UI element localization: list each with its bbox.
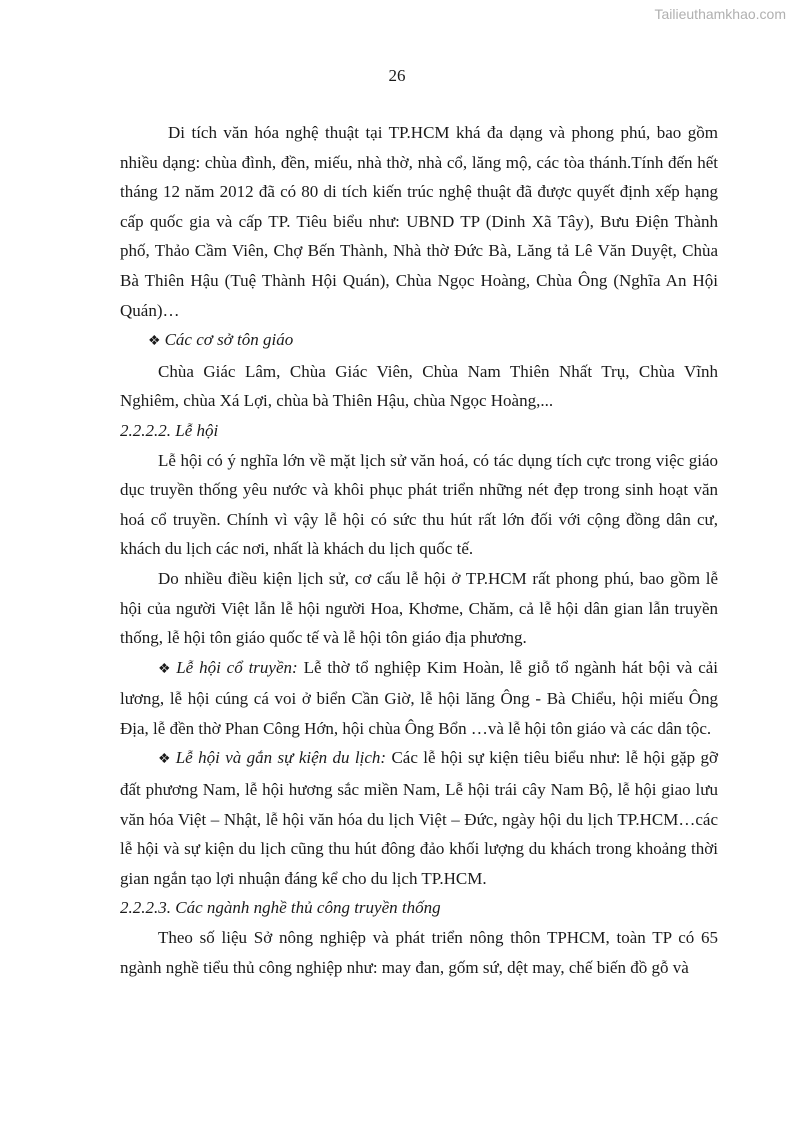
paragraph-festival-structure: Do nhiều điều kiện lịch sử, cơ cấu lễ hội ở TP.HCM rất phong phú, bao gồm lễ hội của người Việt lẫn lễ hội người Hoa, Khơme, Chăm, cả lễ hội dân gian lẫn truyền thống, lễ hội tôn giáo quốc tế và lễ hội tôn giáo địa phương.: [120, 568, 718, 648]
heading-crafts: 2.2.2.3. Các ngành nghề thủ công truyền thống: [120, 898, 441, 918]
paragraph-pagodas: Chùa Giác Lâm, Chùa Giác Viên, Chùa Nam Thiên Nhất Trụ, Chùa Vĩnh Nghiêm, chùa Xá Lợi, chùa bà Thiên Hậu, chùa Ngọc Hoàng,...: [120, 361, 718, 411]
diamond-bullet-icon: ❖: [148, 334, 161, 350]
bullet-traditional-title: Lễ hội cổ truyền:: [176, 657, 298, 677]
watermark: Tailieuthamkhao.com: [654, 6, 786, 22]
document-body: [120, 118, 718, 982]
diamond-bullet-icon: ❖: [158, 661, 173, 677]
paragraph-festival-meaning: Lễ hội có ý nghĩa lớn về mặt lịch sử văn hoá, có tác dụng tích cực trong việc giáo dục truyền thống yêu nước và khôi phục phát triển những nét đẹp trong sinh hoạt văn hoá cổ truyền. Chính vì vậy lễ hội có sức thu hút rất lớn đối với cộng đồng dân cư, khách du lịch các nơi, nhất là khách du lịch quốc tế.: [120, 450, 718, 559]
bullet-traditional-text: Lễ thờ tổ nghiệp Kim Hoàn, lễ giỗ tổ ngành hát bội và cải lương, lễ hội cúng cá voi ở biển Cần Giờ, lễ hội lăng Ông - Bà Chiểu, hội miếu Ông Địa, lễ đền thờ Phan Công Hớn, hội chùa Ông Bổn …và lễ hội tôn giáo và các dân tộc.: [120, 657, 719, 738]
page-number: 26: [388, 66, 406, 85]
bullet-religious: [120, 325, 718, 357]
heading-festivals: 2.2.2.2. Lễ hội: [120, 420, 219, 440]
paragraph-crafts: Theo số liệu Sở nông nghiệp và phát triển nông thôn TPHCM, toàn TP có 65 ngành nghề tiểu thủ công nghiệp như: may đan, gốm sứ, dệt may, chế biến đồ gỗ và: [120, 928, 718, 977]
paragraph-heritage: Di tích văn hóa nghệ thuật tại TP.HCM khá đa dạng và phong phú, bao gồm nhiều dạng: chùa đình, đền, miếu, nhà thờ, nhà cổ, lăng mộ, các tòa thánh.Tính đến hết tháng 12 năm 2012 đã có 80 di tích kiến trúc nghệ thuật đã được quyết định xếp hạng cấp quốc gia và cấp TP. Tiêu biểu như: UBND TP (Dinh Xã Tây), Bưu Điện Thành phố, Thảo Cầm Viên, Chợ Bến Thành, Nhà thờ Đức Bà, Lăng tả Lê Văn Duyệt, Chùa Bà Thiên Hậu (Tuệ Thành Hội Quán), Chùa Ngọc Hoàng, Chùa Ông (Nghĩa An Hội Quán)…: [120, 123, 718, 320]
bullet-religious-title: Các cơ sở tôn giáo: [164, 330, 294, 350]
bullet-tourism-title: Lễ hội và gắn sự kiện du lịch:: [175, 748, 387, 768]
bullet-traditional-festivals: [120, 653, 718, 744]
bullet-tourism-text: Các lễ hội sự kiện tiêu biểu như: lễ hội gặp gỡ đất phương Nam, lễ hội hương sắc miền Nam, Lễ hội trái cây Nam Bộ, lễ hội giao lưu văn hóa Việt – Nhật, lễ hội văn hóa du lịch Việt – Đức, ngày hội du lịch TP.HCM…các lễ hội và sự kiện du lịch cũng thu hút đông đảo khối lượng du khách trong khoảng thời gian ngắn tạo lợi nhuận đáng kể cho du lịch TP.HCM.: [120, 748, 718, 888]
diamond-bullet-icon: ❖: [158, 752, 172, 768]
bullet-tourism-festivals: [120, 743, 718, 893]
